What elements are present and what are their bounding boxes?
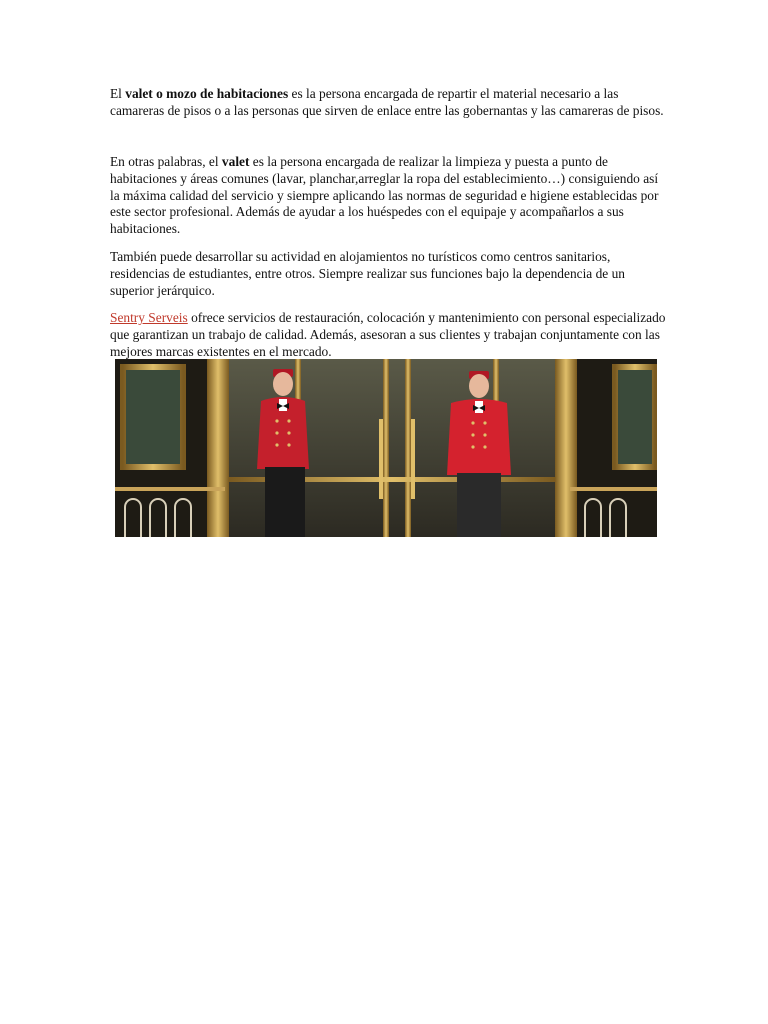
p1-post: es la persona encargada de repartir el material necesario a las camareras de pisos o a las personas que sirven de enlace entre las gobernantas y las camareras de pisos. bbox=[110, 86, 664, 118]
p2-pre: En otras palabras, el bbox=[110, 154, 222, 169]
paragraph-valet-definition bbox=[110, 86, 670, 120]
paragraph-valet-duties bbox=[110, 154, 670, 238]
p3-text: También puede desarrollar su actividad en alojamientos no turísticos como centros sanitarios, residencias de estudiantes, entre otros. Siempre realizar sus funciones bajo la dependencia de un superior jerárquico. bbox=[110, 249, 625, 298]
p2-bold-term: valet bbox=[221, 154, 250, 169]
p4-post: ofrece servicios de restauración, colocación y mantenimiento con personal especializado que garantizan un trabajo de calidad. Además, asesoran a sus clientes y trabajan conjuntamente con las mejores marcas existentes en el mercado. bbox=[110, 310, 666, 359]
sentry-serveis-link[interactable]: Sentry Serveis bbox=[110, 310, 188, 325]
p1-bold-term: valet o mozo de habitaciones bbox=[125, 86, 289, 101]
paragraph-sentry-serveis bbox=[110, 310, 670, 360]
paragraph-other-settings bbox=[110, 249, 670, 299]
bellhops-photo bbox=[115, 359, 657, 537]
p2-post: es la persona encargada de realizar la limpieza y puesta a punto de habitaciones y áreas comunes (lavar, planchar,arreglar la ropa del establecimiento…) consiguiendo así la máxima calidad del servicio y siempre aplicando las normas de seguridad e higiene establecidas por este sector profesional. Además de ayudar a los huéspedes con el equipaje y acompañarlos a sus habitaciones. bbox=[110, 154, 659, 237]
p1-pre: El bbox=[110, 86, 126, 101]
